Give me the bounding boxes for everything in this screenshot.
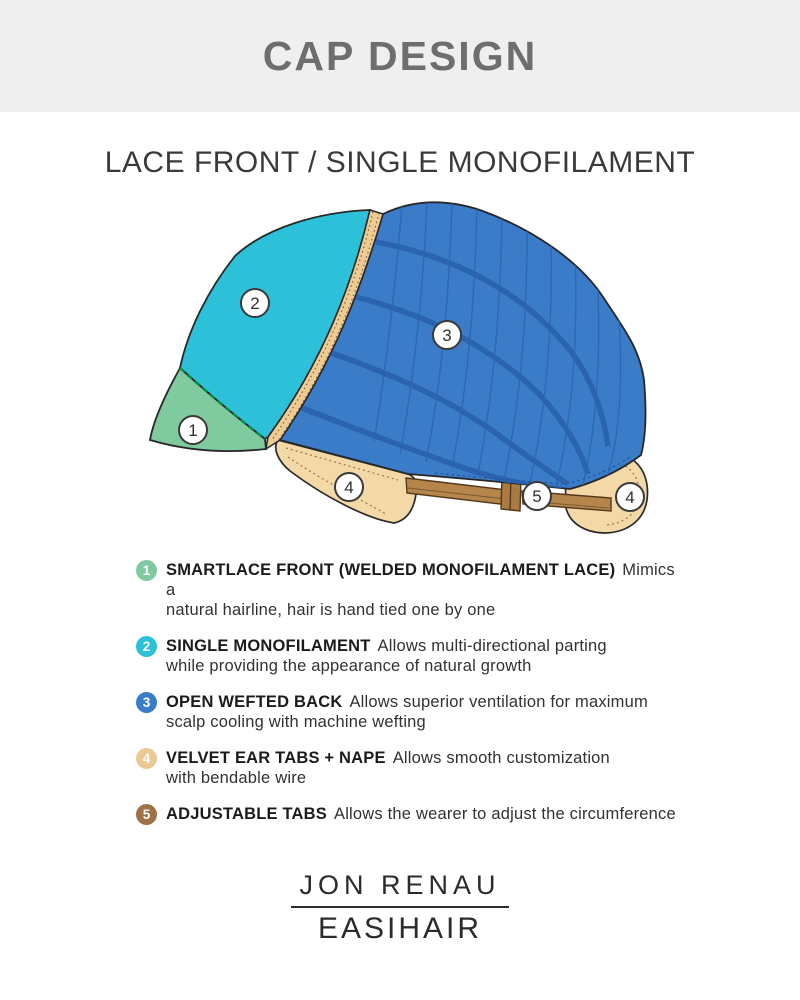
legend-item-velvet-ear-tabs — [136, 748, 688, 788]
legend-line1: VELVET EAR TABS + NAPE Allows smooth customization — [166, 749, 610, 767]
legend-bullet-5: 5 — [136, 804, 157, 825]
callout-4-right — [616, 483, 644, 511]
legend-line1: ADJUSTABLE TABS Allows the wearer to adjust the circumference — [166, 805, 676, 823]
legend-line2: scalp cooling with machine wefting — [166, 713, 426, 731]
wig-cap-diagram — [140, 190, 680, 550]
callout-3-label: 3 — [442, 326, 452, 345]
callout-1 — [179, 416, 207, 444]
legend-line1: OPEN WEFTED BACK Allows superior ventilation for maximum — [166, 693, 648, 711]
header-band — [0, 0, 800, 112]
legend-line1: SINGLE MONOFILAMENT Allows multi-directional parting — [166, 637, 607, 655]
legend-bullet-4: 4 — [136, 748, 157, 769]
legend-text-3 — [166, 692, 648, 732]
brand-logo — [0, 870, 800, 946]
legend-line2: natural hairline, hair is hand tied one by one — [166, 601, 496, 619]
brand-subname: EASIHAIR — [317, 912, 483, 945]
callout-2 — [241, 289, 269, 317]
callout-2-label: 2 — [250, 294, 260, 313]
legend-item-open-wefted-back — [136, 692, 688, 732]
callout-4-left — [335, 473, 363, 501]
callout-4-right-label: 4 — [625, 488, 635, 507]
brand-name: JON RENAU — [299, 870, 501, 900]
legend-line2: while providing the appearance of natural growth — [166, 657, 532, 675]
callout-3 — [433, 321, 461, 349]
legend-line1: SMARTLACE FRONT (WELDED MONOFILAMENT LACE) Mimics a — [166, 561, 675, 599]
cap-subtitle: LACE FRONT / SINGLE MONOFILAMENT — [104, 146, 696, 179]
legend-line2: with bendable wire — [166, 769, 307, 787]
legend-bullet-2: 2 — [136, 636, 157, 657]
legend-text-2 — [166, 636, 607, 676]
legend — [136, 560, 688, 841]
logo-divider — [291, 906, 509, 908]
callout-4-left-label: 4 — [344, 478, 354, 497]
legend-text-5 — [166, 804, 676, 824]
callout-5 — [523, 482, 551, 510]
legend-item-smartlace-front — [136, 560, 688, 620]
legend-text-4 — [166, 748, 610, 788]
page-title: CAP DESIGN — [262, 32, 538, 79]
legend-bullet-1: 1 — [136, 560, 157, 581]
legend-bullet-3: 3 — [136, 692, 157, 713]
legend-item-adjustable-tabs — [136, 804, 688, 825]
callout-5-label: 5 — [532, 487, 542, 506]
legend-item-single-monofilament — [136, 636, 688, 676]
legend-text-1 — [166, 560, 688, 620]
callout-1-label: 1 — [188, 421, 198, 440]
